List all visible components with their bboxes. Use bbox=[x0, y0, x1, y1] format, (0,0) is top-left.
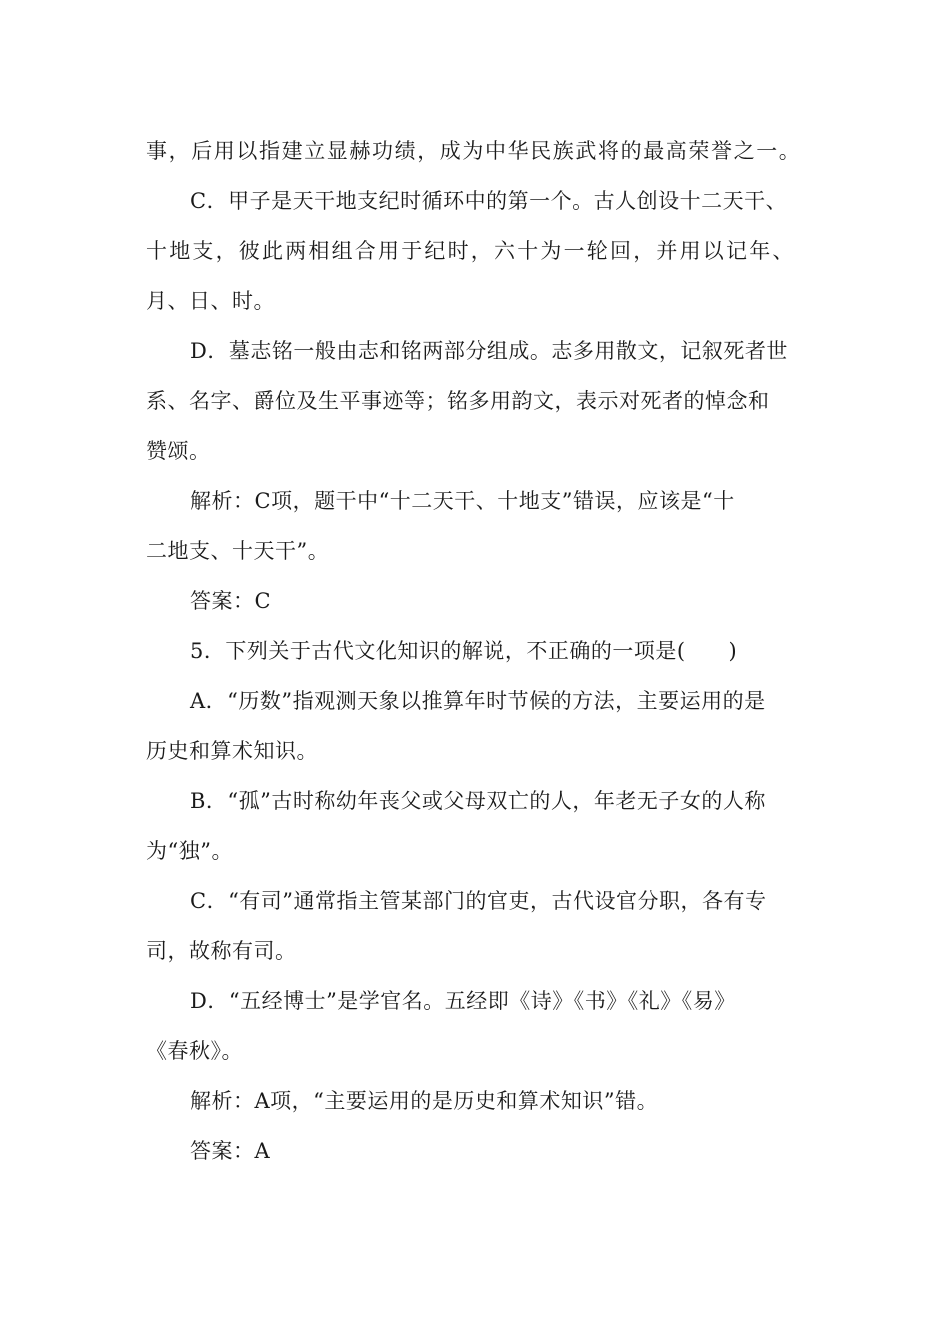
q5-option-b-line-1: B．“孤”古时称幼年丧父或父母双亡的人，年老无子女的人称 bbox=[190, 789, 766, 813]
q5-option-c-line-1: C．“有司”通常指主管某部门的官吏，古代设官分职，各有专 bbox=[190, 889, 767, 913]
analysis-line-1: 解析：C项，题干中“十二天干、十地支”错误，应该是“十 bbox=[190, 489, 735, 513]
option-d-line-2: 系、名字、爵位及生平事迹等；铭多用韵文，表示对死者的悼念和 bbox=[146, 389, 770, 413]
text-line-1: 事，后用以指建立显赫功绩，成为中华民族武将的最高荣誉之一。 bbox=[146, 139, 802, 163]
option-c-line-3: 月、日、时。 bbox=[146, 289, 275, 313]
option-c-line-2: 十地支，彼此两相组合用于纪时，六十为一轮回，并用以记年、 bbox=[146, 239, 796, 263]
answer-line: 答案：C bbox=[190, 589, 272, 613]
q5-option-d-line-1: D．“五经博士”是学官名。五经即《诗》《书》《礼》《易》 bbox=[190, 989, 736, 1013]
option-c-line-1: C．甲子是天干地支纪时循环中的第一个。古人创设十二天干、 bbox=[190, 189, 788, 213]
q5-option-b-line-2: 为“独”。 bbox=[146, 839, 233, 863]
analysis-line-2: 二地支、十天干”。 bbox=[146, 539, 330, 563]
q5-answer-line: 答案：A bbox=[190, 1139, 271, 1163]
option-d-line-3: 赞颂。 bbox=[146, 439, 211, 463]
option-d-line-1: D．墓志铭一般由志和铭两部分组成。志多用散文，记叙死者世 bbox=[190, 339, 788, 363]
question-5-stem: 5．下列关于古代文化知识的解说，不正确的一项是( ) bbox=[190, 639, 738, 663]
q5-option-a-line-2: 历史和算术知识。 bbox=[146, 739, 318, 763]
q5-option-d-line-2: 《春秋》。 bbox=[146, 1039, 243, 1063]
q5-option-a-line-1: A．“历数”指观测天象以推算年时节候的方法，主要运用的是 bbox=[190, 689, 766, 713]
q5-option-c-line-2: 司，故称有司。 bbox=[146, 939, 297, 963]
q5-analysis-line: 解析：A项，“主要运用的是历史和算术知识”错。 bbox=[190, 1089, 659, 1113]
